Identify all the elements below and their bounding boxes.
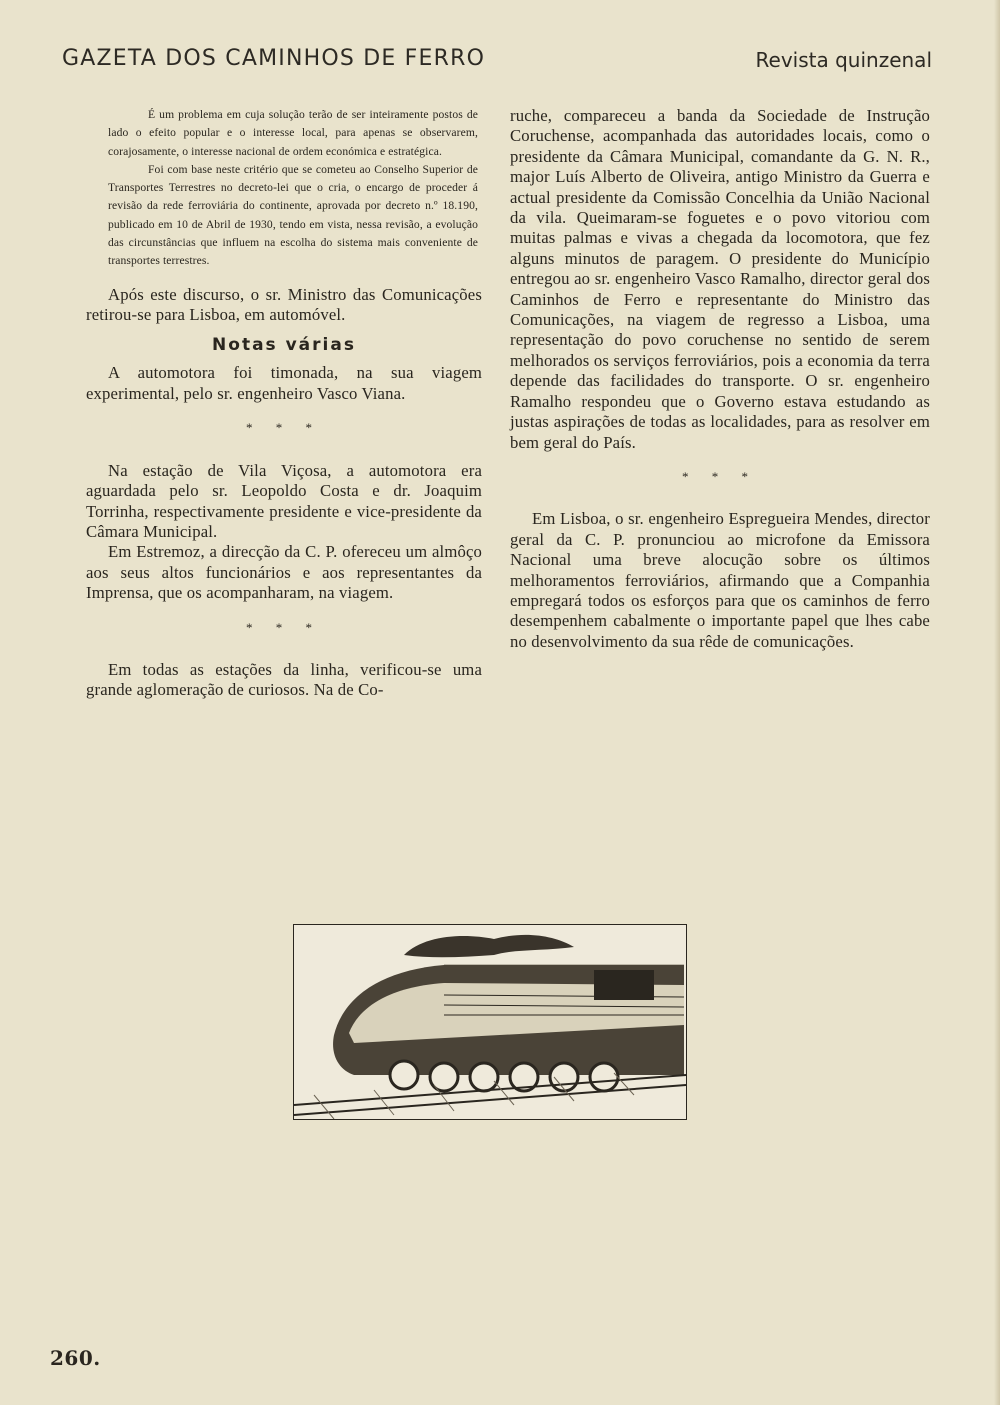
speech-quote	[86, 106, 482, 271]
section-heading: Notas várias	[212, 335, 356, 356]
page-edge	[994, 0, 1000, 1405]
separator-stars: * * *	[682, 468, 758, 484]
after-speech-paragraph: Após este discurso, o sr. Ministro das Comunicações retirou-se para Lisboa, em automóvel.	[86, 284, 482, 325]
left-column	[86, 106, 482, 701]
note-paragraph: Em todas as estações da linha, verificou-se uma grande aglomeração de curiosos. Na de Co-	[86, 659, 482, 700]
locomotive-drawing	[294, 925, 686, 1119]
quote-paragraph: Foi com base neste critério que se cometeu ao Conselho Superior de Transportes Terrestres no decreto-lei que o cria, o encargo de proceder á revisão da rede ferroviária do continente, aprovada por decreto n.º 18.190, publicado em 10 de Abril de 1930, tendo em vista, nessa revisão, a evolução das circunstâncias que influem na escolha do sistema mais conveniente de transportes terrestres.	[108, 162, 478, 268]
note-paragraph: A automotora foi timonada, na sua viagem experimental, pelo sr. engenheiro Vasco Viana.	[86, 363, 482, 403]
page-number: 260.	[50, 1346, 101, 1370]
journal-subtitle: Revista quinzenal	[755, 48, 932, 72]
notes-block	[86, 363, 482, 700]
quote-paragraph: É um problema em cuja solução terão de ser inteiramente postos de lado o efeito popular e o interesse local, para apenas se observarem, corajosamente, o interesse nacional de ordem económica e estratégica.	[108, 108, 478, 158]
journal-title: GAZETA DOS CAMINHOS DE FERRO	[62, 46, 486, 71]
separator-stars: * * *	[246, 420, 322, 436]
note-paragraph: Em Lisboa, o sr. engenheiro Espregueira Mendes, director geral da C. P. pronunciou ao microfone da Emissora Nacional uma breve alocução sobre os últimos melhoramentos ferroviários, afirmando que a Companhia empregará todos os esforços para que os caminhos de ferro desempenhem cabalmente o importante papel que lhes cabe no desenvolvimento da sua rêde de comunicações.	[510, 509, 930, 651]
after-speech-block	[86, 285, 482, 326]
right-notes-block	[510, 106, 930, 652]
note-paragraph: ruche, compareceu a banda da Sociedade de Instrução Coruchense, acompanhada das autoridades locais, como o presidente da Câmara Municipal, comandante da G. N. R., major Luís Alberto de Oliveira, antigo Ministro da Guerra e actual presidente da Comissão Concelhia da União Nacional da vila. Queimaram-se foguetes e o povo vitoriou com muitas palmas e vivas a chegada da locomotora, que fez alguns minutos de paragem. O presidente do Município entregou ao sr. engenheiro Vasco Ramalho, director geral dos Caminhos de Ferro e representante do Ministro das Comunicações, na viagem de regresso a Lisboa, uma representação do povo coruchense no sentido de serem melhorados os serviços ferroviários, pois a economia da terra depende das facilidades do transporte. O sr. engenheiro Ramalho respondeu que o Governo estava estudando as justas aspirações de todas as localidades, para as resolver em bem geral do País.	[510, 106, 930, 452]
note-paragraph: Em Estremoz, a direcção da C. P. ofereceu um almôço aos seus altos funcionários e aos representantes da Imprensa, que os acompanharam, na viagem.	[86, 542, 482, 603]
separator-stars: * * *	[246, 619, 322, 635]
note-paragraph: Na estação de Vila Viçosa, a automotora era aguardada pelo sr. Leopoldo Costa e dr. Joaquim Torrinha, respectivamente presidente e vice-presidente da Câmara Municipal.	[86, 460, 482, 541]
right-column	[510, 106, 930, 652]
locomotive-illustration	[293, 924, 687, 1120]
